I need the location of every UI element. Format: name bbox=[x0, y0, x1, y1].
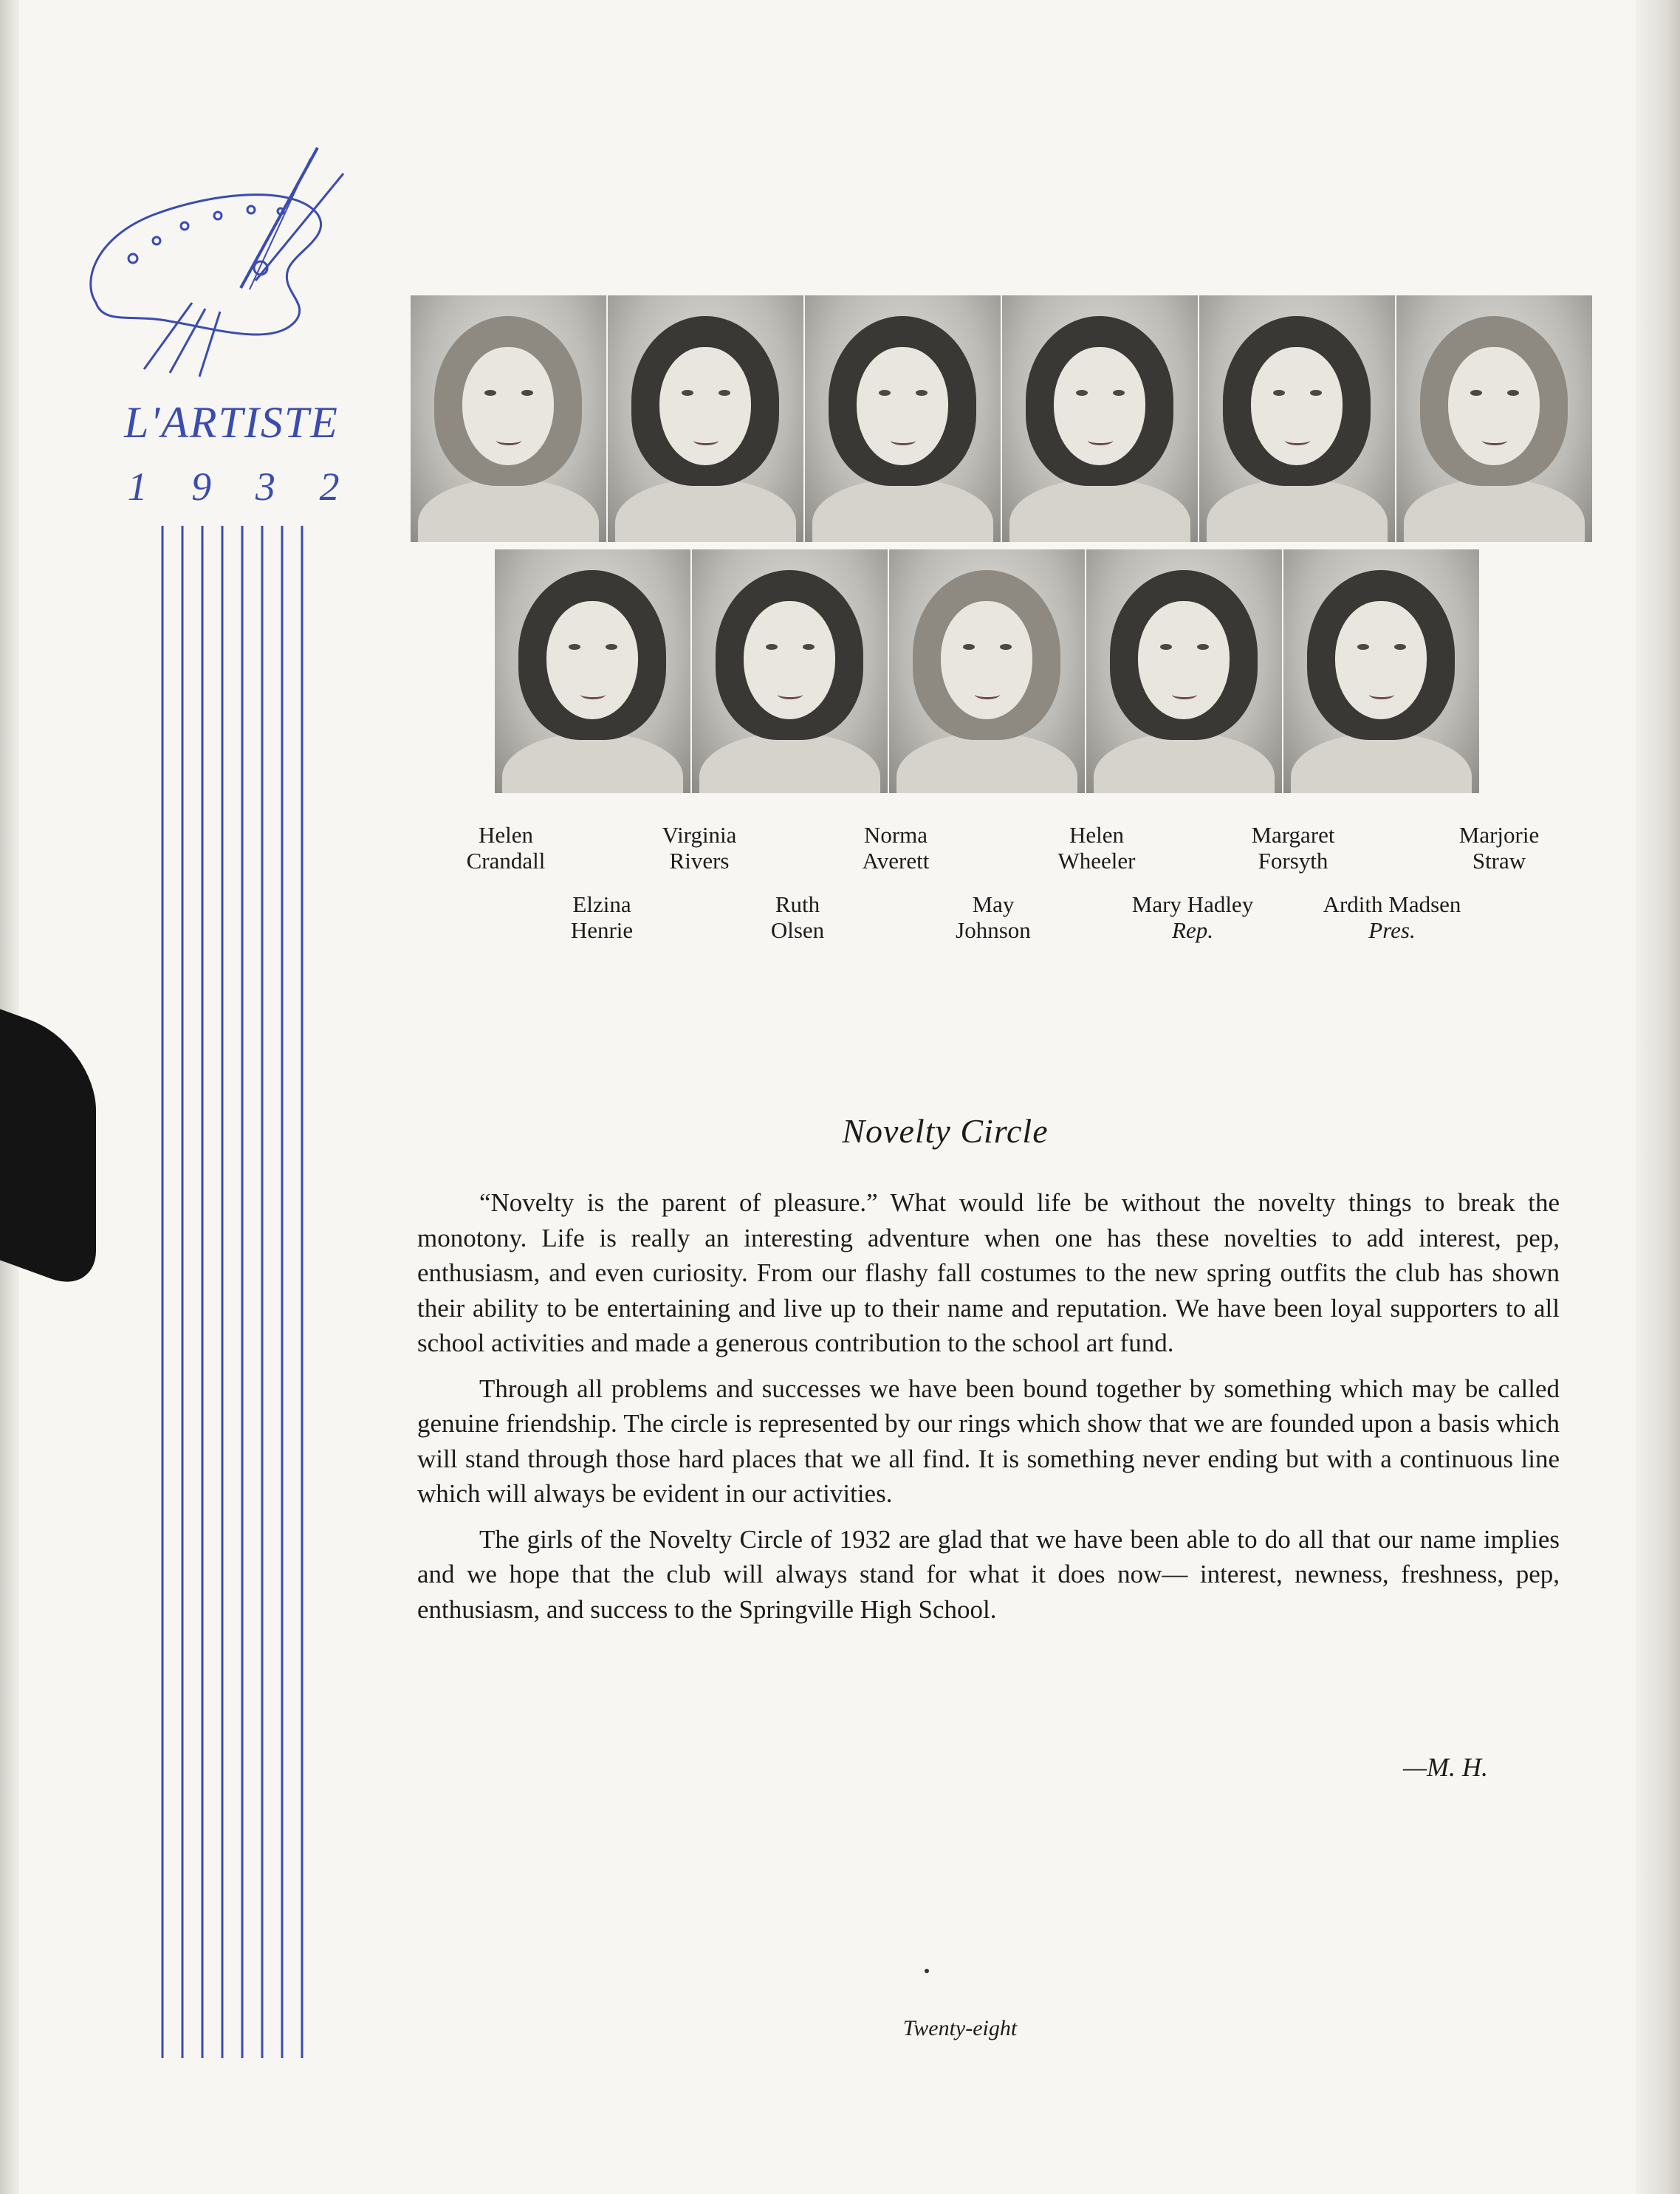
year-digit: 2 bbox=[319, 464, 340, 509]
yearbook-year bbox=[123, 464, 344, 510]
section-title: Novelty Circle bbox=[842, 1112, 1049, 1150]
portrait-photo bbox=[805, 295, 1001, 542]
portrait-photo bbox=[1086, 549, 1282, 793]
caption: Marjorie Straw bbox=[1458, 822, 1540, 874]
page-right-edge bbox=[1636, 0, 1680, 2194]
caption: Elzina Henrie bbox=[570, 891, 634, 943]
caption: Norma Averett bbox=[862, 822, 930, 874]
portrait-photo bbox=[1199, 295, 1395, 542]
book-cover-corner bbox=[0, 1009, 96, 1295]
portrait-row-bottom bbox=[495, 549, 1479, 793]
portrait-photo bbox=[692, 549, 888, 793]
caption: Mary Hadley Rep. bbox=[1131, 891, 1254, 943]
author-signature: —M. H. bbox=[1403, 1752, 1488, 1782]
portrait-photo bbox=[495, 549, 690, 793]
caption: Ruth Olsen bbox=[770, 891, 825, 943]
portrait-row-top bbox=[411, 295, 1592, 542]
portrait-photo bbox=[1396, 295, 1592, 542]
portrait-photo bbox=[411, 295, 606, 542]
article-body bbox=[417, 1185, 1560, 1637]
paragraph: Through all problems and successes we have been bound together by something which may be called genuine friendship. The circle is represented by our rings which show that we are founded upon a basis which will stand through those hard places that we all find. It is something never ending but with a continuous line which will always be evident in our activities. bbox=[417, 1374, 1560, 1508]
paragraph: “Novelty is the parent of pleasure.” What would life be without the novelty things to break the monotony. Life is really an interesting adventure when one has these novelties to add interest, pep, enthusiasm, and even curiosity. From our flashy fall costumes to the new spring outfits the club has shown their ability to be entertaining and live up to their name and reputation. We have been loyal supporters to all school activities and made a generous contribution to the school art fund. bbox=[417, 1188, 1560, 1357]
year-digit: 9 bbox=[191, 464, 212, 509]
portrait-photo bbox=[889, 549, 1085, 793]
caption: May Johnson bbox=[956, 891, 1031, 943]
portrait-photo bbox=[608, 295, 803, 542]
print-speck bbox=[925, 1969, 929, 1973]
portrait-photo bbox=[1283, 549, 1479, 793]
year-digit: 1 bbox=[127, 464, 148, 509]
caption: Margaret Forsyth bbox=[1251, 822, 1335, 874]
paragraph: The girls of the Novelty Circle of 1932 are glad that we have been able to do all that our name implies and we hope that the club will always stand for what it does now— interest, newness, freshness, pep, enthusiasm, and success to the Springville High School. bbox=[417, 1524, 1560, 1624]
caption: Ardith Madsen Pres. bbox=[1323, 891, 1461, 943]
caption: Helen Wheeler bbox=[1057, 822, 1136, 874]
caption: Virginia Rivers bbox=[662, 822, 737, 874]
palette-icon bbox=[74, 133, 369, 384]
page-number: Twenty-eight bbox=[902, 2016, 1018, 2040]
portrait-photo bbox=[1002, 295, 1198, 542]
yearbook-title: L'ARTISTE bbox=[124, 398, 339, 447]
caption: Helen Crandall bbox=[466, 822, 546, 874]
year-digit: 3 bbox=[255, 464, 275, 509]
decorative-stripes bbox=[161, 526, 304, 2058]
